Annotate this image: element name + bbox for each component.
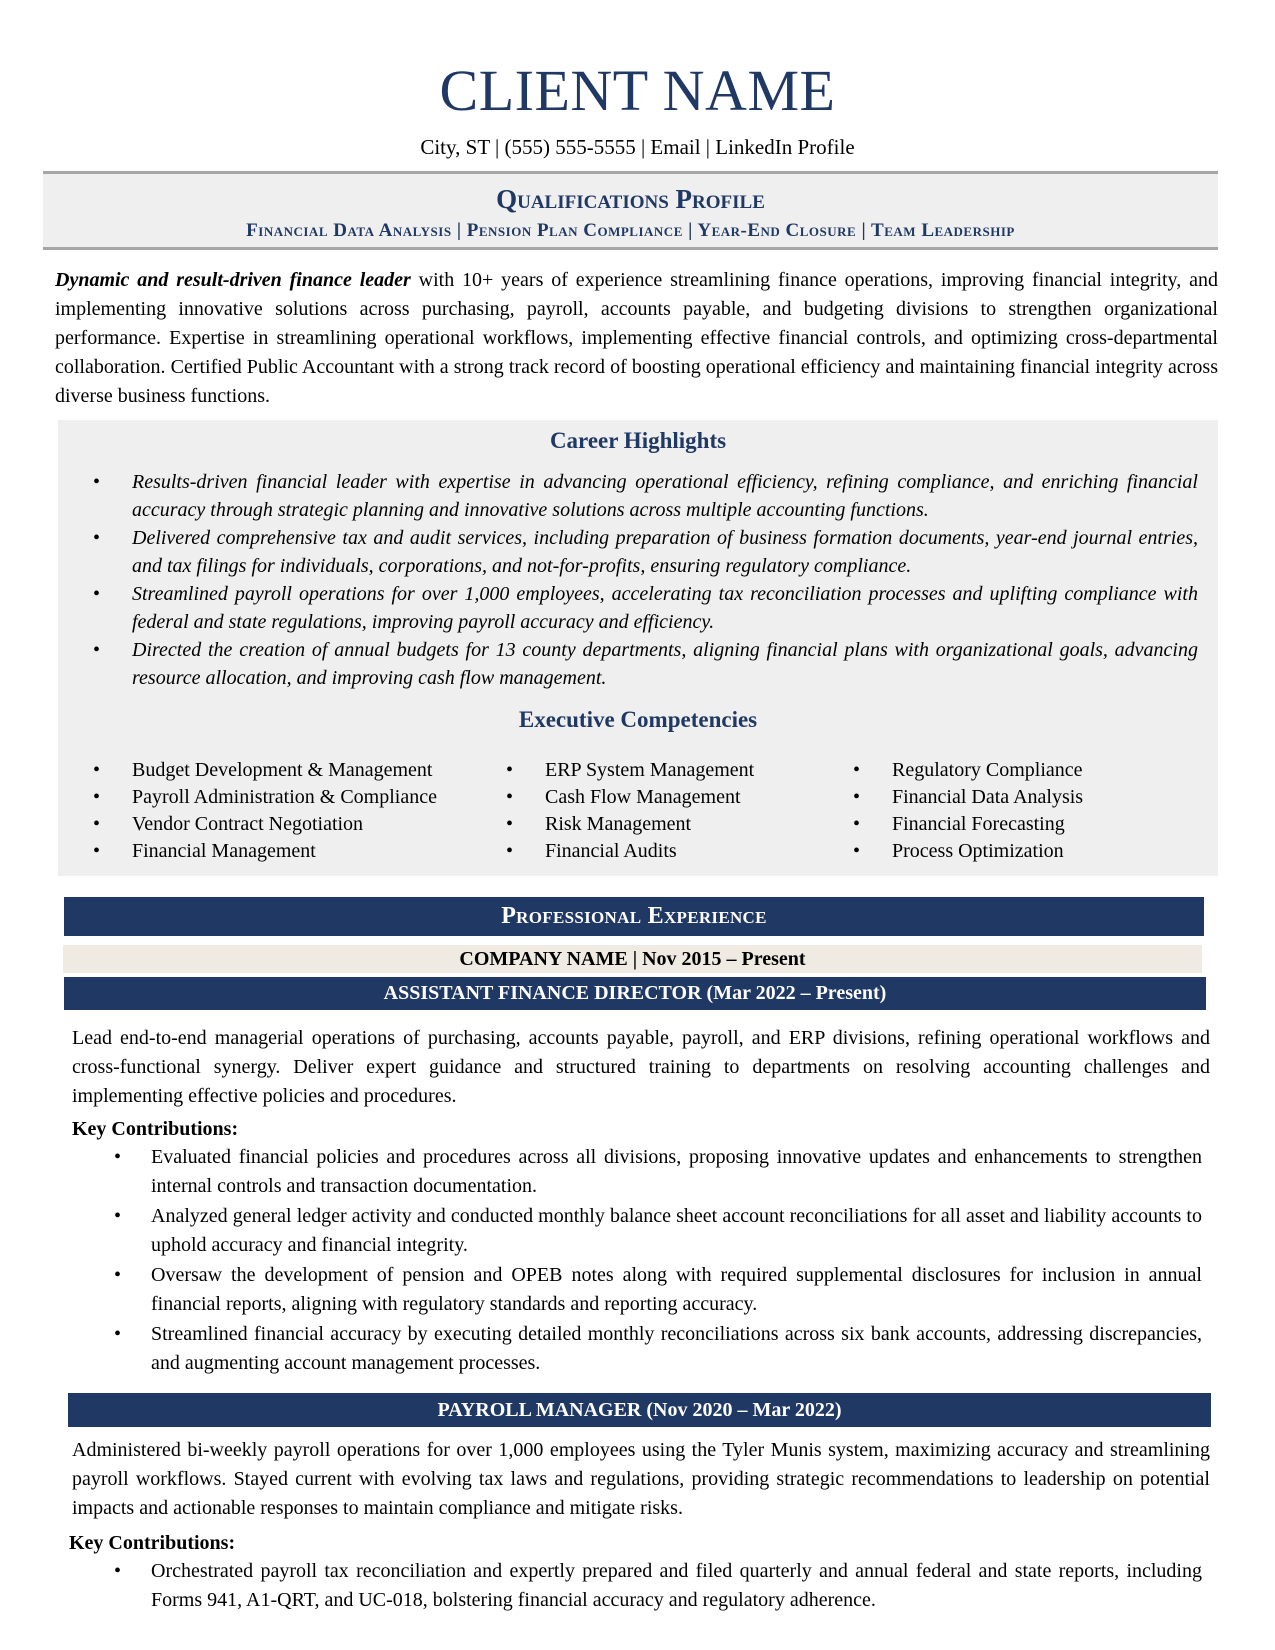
list-item: • Regulatory Compliance xyxy=(818,757,1083,784)
key-contributions-label: Key Contributions: xyxy=(69,1532,236,1554)
list-item: • Financial Management xyxy=(58,838,437,865)
role-title-payroll-manager: PAYROLL MANAGER (Nov 2020 – Mar 2022) xyxy=(68,1393,1211,1427)
list-item: • Analyzed general ledger activity and conducted monthly balance sheet account reconciliations for all asset and liability accounts to uphold accuracy and financial integrity. xyxy=(72,1202,1202,1260)
list-item: • Results-driven financial leader with expertise in advancing operational efficiency, refining compliance, and enriching financial accuracy through strategic planning and innovative solutions across multiple accounting functions. xyxy=(58,468,1198,524)
qualifications-title: Qualifications Profile xyxy=(496,184,765,214)
list-item: • Orchestrated payroll tax reconciliation and expertly prepared and filed quarterly and annual federal and state reports, including Forms 941, A1-QRT, and UC-018, bolstering financial accuracy and regulatory adherence. xyxy=(72,1557,1202,1615)
list-item: • Payroll Administration & Compliance xyxy=(58,784,437,811)
list-item: • Financial Audits xyxy=(471,838,754,865)
list-item: • Financial Forecasting xyxy=(818,811,1083,838)
summary-paragraph xyxy=(55,266,1218,411)
role-title-assistant-finance-director: ASSISTANT FINANCE DIRECTOR (Mar 2022 – Present) xyxy=(64,977,1206,1010)
client-name: CLIENT NAME xyxy=(439,58,836,123)
summary-lead: Dynamic and result-driven finance leader xyxy=(55,269,411,291)
key-contributions-list xyxy=(72,1143,1202,1379)
career-highlights-list xyxy=(58,468,1198,692)
list-item: • Cash Flow Management xyxy=(471,784,754,811)
list-item: • Streamlined payroll operations for over 1,000 employees, accelerating tax reconciliation processes and uplifting compliance with federal and state regulations, improving payroll accuracy and efficiency. xyxy=(58,580,1198,636)
key-contributions-list xyxy=(72,1557,1202,1616)
role-description: Administered bi-weekly payroll operations for over 1,000 employees using the Tyler Munis system, maximizing accuracy and streamlining payroll workflows. Stayed current with evolving tax laws and regulations, providing strategic recommendations to leadership on potential impacts and actionable responses to maintain compliance and mitigate risks. xyxy=(72,1439,1210,1519)
list-item: • Financial Data Analysis xyxy=(818,784,1083,811)
list-item: • Budget Development & Management xyxy=(58,757,437,784)
competencies-title: Executive Competencies xyxy=(518,707,758,732)
summary-text: with 10+ years of experience streamlining finance operations, improving financial integrity, and implementing innovative solutions across purchasing, payroll, accounts payable, and budgeting divisions to strengthen organizational performance. Expertise in streamlining operational workflows, implementing effective financial controls, and optimizing cross-departmental collaboration. Certified Public Accountant with a strong track record of boosting operational efficiency and maintaining financial integrity across diverse business functions. xyxy=(55,269,1218,407)
list-item: • Delivered comprehensive tax and audit services, including preparation of business formation documents, year-end journal entries, and tax filings for individuals, corporations, and not-for-profits, ensuring regulatory compliance. xyxy=(58,524,1198,580)
list-item: • Streamlined financial accuracy by executing detailed monthly reconciliations across six bank accounts, addressing discrepancies, and augmenting account management processes. xyxy=(72,1320,1202,1378)
list-item: • Directed the creation of annual budgets for 13 county departments, aligning financial plans with organizational goals, advancing resource allocation, and improving cash flow management. xyxy=(58,636,1198,692)
professional-experience-header: Professional Experience xyxy=(64,897,1204,936)
list-item: • ERP System Management xyxy=(471,757,754,784)
competencies-column-1 xyxy=(58,757,437,865)
contact-line: City, ST | (555) 555-5555 | Email | LinkedIn Profile xyxy=(420,135,855,159)
list-item: • Process Optimization xyxy=(818,838,1083,865)
list-item: • Evaluated financial policies and procedures across all divisions, proposing innovative updates and enhancements to strengthen internal controls and transaction documentation. xyxy=(72,1143,1202,1201)
key-contributions-label: Key Contributions: xyxy=(72,1118,239,1140)
list-item: • Vendor Contract Negotiation xyxy=(58,811,437,838)
qualifications-banner xyxy=(43,171,1218,250)
company-bar: COMPANY NAME | Nov 2015 – Present xyxy=(63,945,1202,973)
role-description: Lead end-to-end managerial operations of purchasing, accounts payable, payroll, and ERP divisions, refining operational workflows and cross-functional synergy. Deliver expert guidance and structured training to departments on resolving accounting challenges and implementing effective policies and procedures. xyxy=(72,1027,1210,1107)
highlights-panel xyxy=(58,420,1218,876)
qualifications-keywords: Financial Data Analysis | Pension Plan Compliance | Year-End Closure | Team Leadership xyxy=(246,220,1015,241)
list-item: • Oversaw the development of pension and OPEB notes along with required supplemental disclosures for inclusion in annual financial reports, aligning with regulatory standards and reporting accuracy. xyxy=(72,1261,1202,1319)
list-item: • Risk Management xyxy=(471,811,754,838)
career-highlights-title: Career Highlights xyxy=(549,428,727,453)
competencies-column-2 xyxy=(471,757,754,865)
competencies-column-3 xyxy=(818,757,1083,865)
